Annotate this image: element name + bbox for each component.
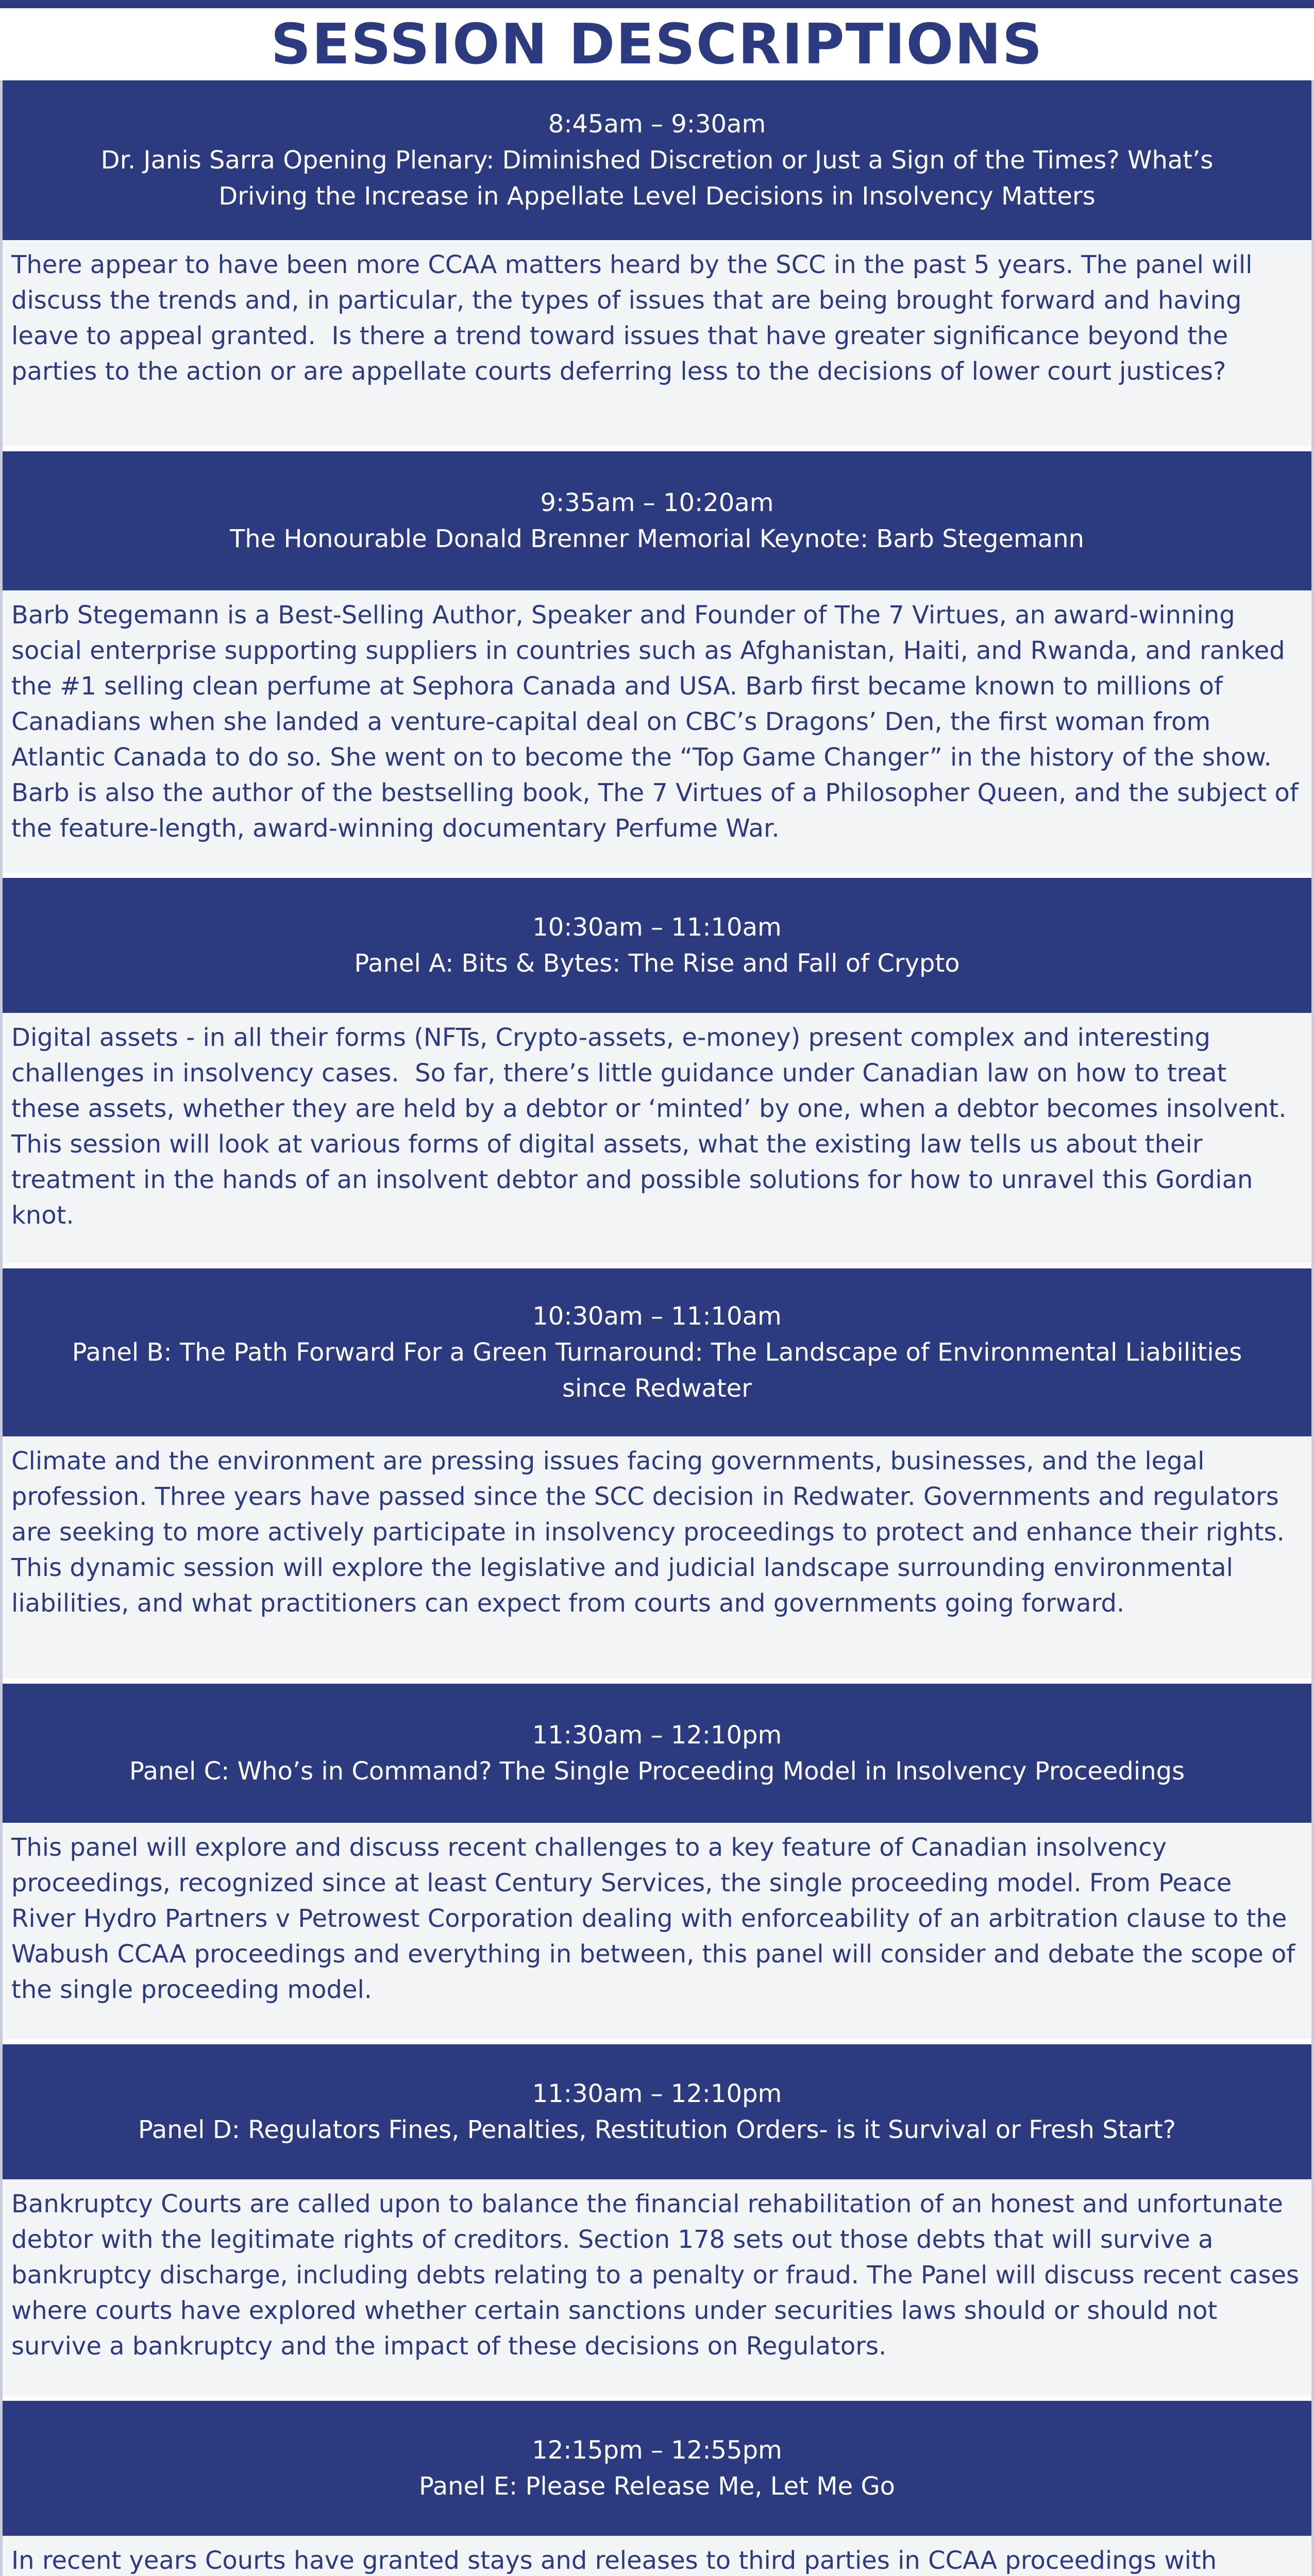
session-header xyxy=(0,2401,1314,2536)
page-title: SESSION DESCRIPTIONS xyxy=(271,12,1043,77)
session-title: Panel D: Regulators Fines, Penalties, Restitution Orders- is it Survival or Fresh Start? xyxy=(138,2115,1176,2144)
session-time: 12:15pm – 12:55pm xyxy=(532,2436,782,2465)
left-border xyxy=(0,80,3,2576)
session-title: Panel A: Bits & Bytes: The Rise and Fall of Crypto xyxy=(354,949,960,978)
session-time: 9:35am – 10:20am xyxy=(540,488,774,517)
session-description: Barb Stegemann is a Best-Selling Author, Speaker and Founder of The 7 Virtues, an award-winning social enterprise supporting suppliers in countries such as Afghanistan, Haiti, and Rwanda, and ranked the #1 selling clean perfume at Sephora Canada and USA. Barb first became known to millions of Canadians when she landed a venture-capital deal on CBC’s Dragons’ Den, the first woman from Atlantic Canada to do so. She went on to become the “Top Game Changer” in the history of the show. Barb is also the author of the bestselling book, The 7 Virtues of a Philosopher Queen, and the subject of the feature-length, award-winning documentary Perfume War. xyxy=(0,590,1314,873)
session-time: 10:30am – 11:10am xyxy=(532,1302,782,1331)
session-description: In recent years Courts have granted stays and releases to third parties in CCAA proceedings with xyxy=(0,2536,1314,2576)
session-header xyxy=(0,1268,1314,1436)
session-header xyxy=(0,878,1314,1013)
session-time: 10:30am – 11:10am xyxy=(532,913,782,942)
session-header xyxy=(0,80,1314,240)
top-rule xyxy=(0,0,1314,8)
session-description: Climate and the environment are pressing issues facing governments, businesses, and the legal profession. Three years have passed since the SCC decision in Redwater. Governments and regulators are seeking to more actively participate in insolvency proceedings to protect and enhance their rights. This dynamic session will explore the legislative and judicial landscape surrounding environmental liabilities, and what practitioners can expect from courts and governments going forward. xyxy=(0,1436,1314,1679)
session-time: 11:30am – 12:10pm xyxy=(532,1721,782,1750)
session-description: Bankruptcy Courts are called upon to balance the financial rehabilitation of an honest and unfortunate debtor with the legitimate rights of creditors. Section 178 sets out those debts that will survive a bankruptcy discharge, including debts relating to a penalty or fraud. The Panel will discuss recent cases where courts have explored whether certain sanctions under securities laws should or should not survive a bankruptcy and the impact of these decisions on Regulators. xyxy=(0,2179,1314,2396)
right-border xyxy=(1311,80,1314,2576)
session-time: 11:30am – 12:10pm xyxy=(532,2079,782,2108)
session-time: 8:45am – 9:30am xyxy=(548,110,766,139)
session-header xyxy=(0,2044,1314,2179)
session-title: Dr. Janis Sarra Opening Plenary: Diminished Discretion or Just a Sign of the Times? What’s Driving the Increase in Appellate Level Decisions in Insolvency Matters xyxy=(100,146,1214,211)
session-title: Panel E: Please Release Me, Let Me Go xyxy=(418,2472,896,2501)
session-header xyxy=(0,451,1314,590)
session-title: Panel B: The Path Forward For a Green Turnaround: The Landscape of Environmental Liabilities since Redwater xyxy=(72,1338,1242,1403)
session-description: Digital assets - in all their forms (NFTs, Crypto-assets, e-money) present complex and interesting challenges in insolvency cases. So far, there’s little guidance under Canadian law on how to treat these assets, whether they are held by a debtor or ‘minted’ by one, when a debtor becomes insolvent. This session will look at various forms of digital assets, what the existing law tells us about their treatment in the hands of an insolvent debtor and possible solutions for how to unravel this Gordian knot. xyxy=(0,1013,1314,1263)
session-header xyxy=(0,1684,1314,1823)
session-title: Panel C: Who’s in Command? The Single Proceeding Model in Insolvency Proceedings xyxy=(129,1757,1185,1786)
session-description: There appear to have been more CCAA matters heard by the SCC in the past 5 years. The panel will discuss the trends and, in particular, the types of issues that are being brought forward and having leave to appeal granted. Is there a trend toward issues that have greater significance beyond the parties to the action or are appellate courts deferring less to the decisions of lower court justices? xyxy=(0,240,1314,446)
session-title: The Honourable Donald Brenner Memorial Keynote: Barb Stegemann xyxy=(229,524,1085,553)
session-description: This panel will explore and discuss recent challenges to a key feature of Canadian insolvency proceedings, recognized since at least Century Services, the single proceeding model. From Peace River Hydro Partners v Petrowest Corporation dealing with enforceability of an arbitration clause to the Wabush CCAA proceedings and everything in between, this panel will consider and debate the scope of the single proceeding model. xyxy=(0,1823,1314,2039)
